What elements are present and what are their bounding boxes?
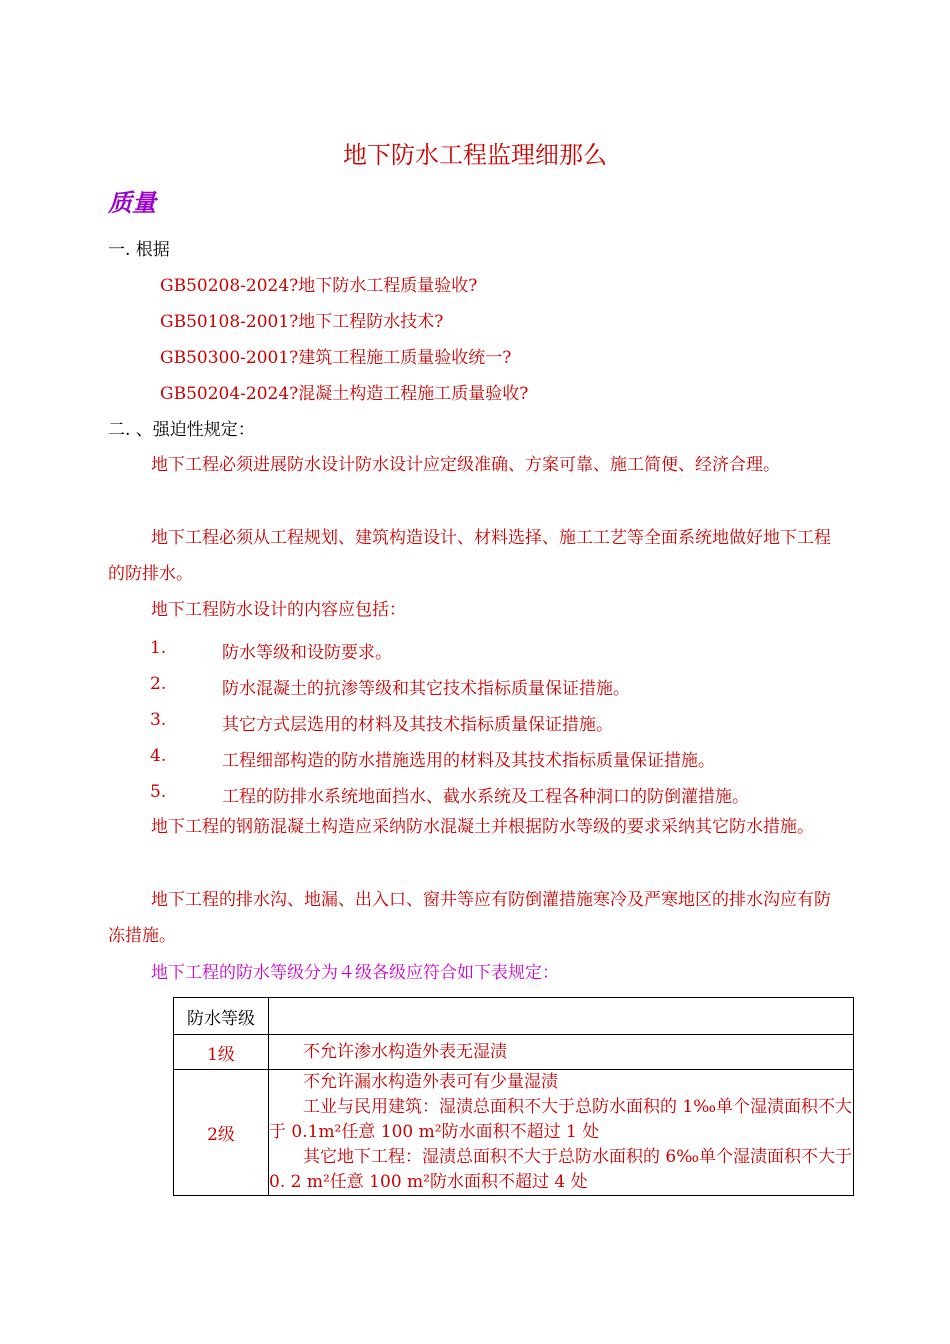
basis-heading: 一. 根据 [108,240,170,260]
mandatory-heading: 二. 、强迫性规定： [108,420,255,440]
paragraph: 地下工程防水设计的内容应包括： [151,600,406,620]
description-line: 不允许漏水构造外表可有少量湿渍 [303,1072,558,1092]
description-cell [269,1035,854,1070]
description-line: 工业与民用建筑：湿渍总面积不大于总防水面积的 1‰单个湿渍面积不大于 0.1m²任意 100 m²防水面积不超过 1 处 [269,1097,853,1142]
paragraph: 地下工程的排水沟、地漏、出入口、窗井等应有防倒灌措施寒冷及严寒地区的排水沟应有防冻措施。 [108,890,831,946]
list-number: 5. [150,782,167,802]
paragraph: 地下工程必须从工程规划、建筑构造设计、材料选择、施工工艺等全面系统地做好地下工程的防排水。 [108,528,831,584]
table-row [174,1070,854,1196]
list-number: 3. [150,710,167,730]
list-item: 其它方式层选用的材料及其技术指标质量保证措施。 [222,715,613,735]
list-item: 防水混凝土的抗渗等级和其它技术指标质量保证措施。 [222,679,630,699]
standard-item: GB50300-2001?建筑工程施工质量验收统一? [160,348,512,368]
description-line: 不允许渗水构造外表无湿渍 [303,1041,507,1062]
table-header-cell: 防水等级 [174,998,269,1035]
section-heading: 质量 [108,188,156,217]
description-line: 其它地下工程：湿渍总面积不大于总防水面积的 6‰单个湿渍面积不大于 0. 2 m²任意 100 m²防水面积不超过 4 处 [269,1147,853,1192]
table-header-cell [269,998,854,1035]
grade-cell: 1级 [174,1035,269,1070]
list-number: 2. [150,674,167,694]
list-number: 4. [150,746,167,766]
standard-item: GB50108-2001?地下工程防水技术? [160,312,444,332]
table-row [174,1035,854,1070]
list-item: 防水等级和设防要求。 [222,643,392,663]
table-header-row [174,998,854,1035]
standard-item: GB50204-2024?混凝土构造工程施工质量验收? [160,384,529,404]
paragraph-highlight: 地下工程的防水等级分为４级各级应符合如下表规定： [151,963,559,983]
list-number: 1. [150,638,167,658]
document-title: 地下防水工程监理细那么 [343,141,607,169]
grade-cell: 2级 [174,1070,269,1196]
description-cell [269,1070,854,1196]
standard-item: GB50208-2024?地下防水工程质量验收? [160,276,478,296]
paragraph: 地下工程必须进展防水设计防水设计应定级准确、方案可靠、施工简便、经济合理。 [151,455,780,475]
paragraph: 地下工程的钢筋混凝土构造应采纳防水混凝土并根据防水等级的要求采纳其它防水措施。 [151,817,814,837]
list-item: 工程的防排水系统地面挡水、截水系统及工程各种洞口的防倒灌措施。 [222,787,749,807]
list-item: 工程细部构造的防水措施选用的材料及其技术指标质量保证措施。 [222,751,715,771]
grade-table [173,997,854,1196]
